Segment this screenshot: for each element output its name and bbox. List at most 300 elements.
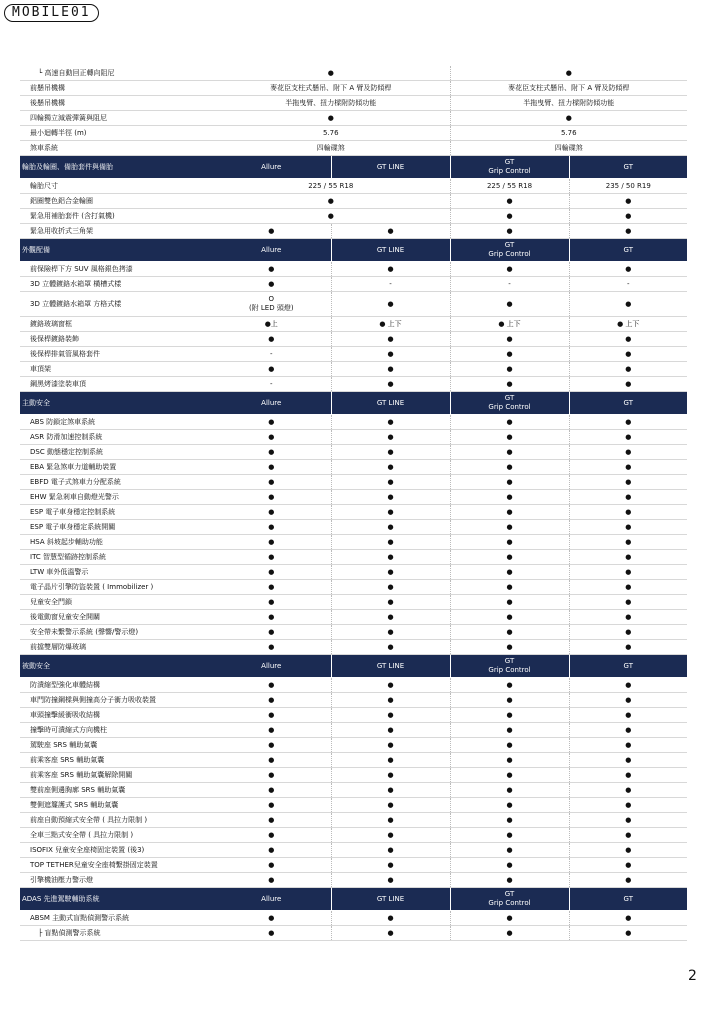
cell: 5.76 xyxy=(212,126,450,141)
cell: ● xyxy=(331,708,450,723)
cell: 半拖曳臂、扭力樑附防傾功能 xyxy=(212,96,450,111)
table-row xyxy=(20,768,687,783)
cell: ● xyxy=(569,768,687,783)
cell: ● xyxy=(569,520,687,535)
cell: ● xyxy=(450,332,569,347)
cell: ● xyxy=(569,595,687,610)
table-row xyxy=(20,911,687,926)
cell: ● xyxy=(569,753,687,768)
cell: ● 上下 xyxy=(569,317,687,332)
row-label: 前座自動預縮式安全帶 ( 具拉力限制 ) xyxy=(20,813,212,828)
cell: ● xyxy=(569,550,687,565)
cell: ● xyxy=(212,362,331,377)
cell: ● xyxy=(450,798,569,813)
table-row xyxy=(20,111,687,126)
cell: ● xyxy=(212,783,331,798)
row-label: 前懸吊機構 xyxy=(20,81,212,96)
cell: ● xyxy=(450,738,569,753)
table-row xyxy=(20,565,687,580)
cell: ● xyxy=(331,828,450,843)
cell: ● xyxy=(450,292,569,317)
cell: ● xyxy=(569,362,687,377)
row-label: 緊急用補胎套件 (含打氣機) xyxy=(20,209,212,224)
section-header-adas xyxy=(20,888,687,911)
col-header-line2: Grip Control xyxy=(488,250,531,258)
row-label: 3D 立體鍍鉻水箱罩 橫槽式樣 xyxy=(20,277,212,292)
cell: ● xyxy=(212,460,331,475)
col-header-line2: Grip Control xyxy=(488,403,531,411)
row-label: 雙側遮簾護式 SRS 輔助氣囊 xyxy=(20,798,212,813)
cell: 麥花臣支柱式懸吊、附下 A 臂及防傾桿 xyxy=(450,81,687,96)
cell: ● xyxy=(331,595,450,610)
row-label: EHW 緊急剎車自動燈光警示 xyxy=(20,490,212,505)
col-header-gt-grip-control xyxy=(450,655,569,678)
row-label: 雙前座側邊胸廓 SRS 輔助氣囊 xyxy=(20,783,212,798)
cell: ● xyxy=(212,858,331,873)
cell: ● xyxy=(569,610,687,625)
cell: ● xyxy=(450,873,569,888)
cell: 四輪碟煞 xyxy=(450,141,687,156)
cell: ● xyxy=(450,708,569,723)
row-label: 安全帶未繫警示系統 (聲響/警示燈) xyxy=(20,625,212,640)
cell: ● xyxy=(212,813,331,828)
cell: ● xyxy=(569,798,687,813)
col-header-allure: Allure xyxy=(212,392,331,415)
col-header-allure: Allure xyxy=(212,239,331,262)
cell: ● xyxy=(569,723,687,738)
cell: ● xyxy=(569,640,687,655)
cell: ● xyxy=(450,843,569,858)
cell: ● xyxy=(450,723,569,738)
row-label: ├ 盲點偵測警示系統 xyxy=(20,926,212,941)
cell: ● xyxy=(212,678,331,693)
row-label: 前乘客座 SRS 輔助氣囊解除開關 xyxy=(20,768,212,783)
cell: ● xyxy=(212,873,331,888)
cell: ● xyxy=(212,332,331,347)
col-header-gt-grip-control xyxy=(450,888,569,911)
cell: ● xyxy=(450,625,569,640)
row-label: 煞車系統 xyxy=(20,141,212,156)
cell: ● xyxy=(331,362,450,377)
row-label: 鋁圈雙色鋁合金輪圈 xyxy=(20,194,212,209)
row-label: EBA 緊急煞車力道輔助裝置 xyxy=(20,460,212,475)
table-row xyxy=(20,520,687,535)
cell: ● xyxy=(331,430,450,445)
spec-table xyxy=(20,66,687,941)
cell: ● xyxy=(212,490,331,505)
cell: ● xyxy=(331,798,450,813)
cell: ● xyxy=(331,873,450,888)
cell: ● xyxy=(569,828,687,843)
col-header-gt-grip-control xyxy=(450,239,569,262)
col-header-gt-grip-control xyxy=(450,392,569,415)
cell: ● xyxy=(212,194,450,209)
table-row xyxy=(20,362,687,377)
cell: ● xyxy=(569,224,687,239)
cell: ● xyxy=(331,490,450,505)
row-label: ESP 電子車身穩定控制系統 xyxy=(20,505,212,520)
col-header-allure: Allure xyxy=(212,655,331,678)
table-row xyxy=(20,505,687,520)
cell: ● xyxy=(569,209,687,224)
cell: ● xyxy=(212,768,331,783)
table-row xyxy=(20,415,687,430)
spec-table-body xyxy=(20,66,687,941)
table-row xyxy=(20,625,687,640)
cell: ● xyxy=(212,262,331,277)
row-label: 電子晶片引擎防盜裝置 ( Immobilizer ) xyxy=(20,580,212,595)
cell: ● xyxy=(569,565,687,580)
table-row xyxy=(20,843,687,858)
cell: ● xyxy=(450,224,569,239)
cell: 5.76 xyxy=(450,126,687,141)
table-row xyxy=(20,640,687,655)
cell: ● xyxy=(331,693,450,708)
row-label: 車頭撞擊緩衝吸收結構 xyxy=(20,708,212,723)
cell: ● xyxy=(569,535,687,550)
cell: ● xyxy=(212,415,331,430)
row-label: ABS 防鎖定煞車系統 xyxy=(20,415,212,430)
table-row xyxy=(20,224,687,239)
table-row xyxy=(20,535,687,550)
cell: ● xyxy=(450,580,569,595)
cell: ● xyxy=(450,505,569,520)
cell: ● xyxy=(212,520,331,535)
col-header-line1: GT xyxy=(504,241,515,249)
cell: ● xyxy=(331,332,450,347)
cell: ● xyxy=(331,723,450,738)
row-label: 後懸吊機構 xyxy=(20,96,212,111)
cell: ● xyxy=(450,445,569,460)
col-header-gt: GT xyxy=(569,888,687,911)
cell: ● xyxy=(450,475,569,490)
cell: ● xyxy=(212,209,450,224)
cell: ● xyxy=(569,911,687,926)
cell: ● xyxy=(450,377,569,392)
row-label: 後保桿排氣管風格套件 xyxy=(20,347,212,362)
cell: ● xyxy=(569,783,687,798)
cell: ● xyxy=(450,490,569,505)
row-label: 防潰縮型強化車體結構 xyxy=(20,678,212,693)
col-header-line1: GT xyxy=(504,158,515,166)
table-row xyxy=(20,708,687,723)
cell: ● xyxy=(212,111,450,126)
row-label: TOP TETHER兒童安全座椅繫掛固定裝置 xyxy=(20,858,212,873)
row-label: ITC 智慧型循跡控制系統 xyxy=(20,550,212,565)
table-row xyxy=(20,753,687,768)
cell: ● xyxy=(331,926,450,941)
table-row xyxy=(20,347,687,362)
table-row xyxy=(20,693,687,708)
cell: ● xyxy=(450,535,569,550)
cell: ● xyxy=(450,813,569,828)
cell: ● xyxy=(331,625,450,640)
row-label: HSA 斜坡起步輔助功能 xyxy=(20,535,212,550)
row-label: 撞擊時可潰縮式方向機柱 xyxy=(20,723,212,738)
cell: ● xyxy=(331,640,450,655)
cell: - xyxy=(450,277,569,292)
cell: ● xyxy=(331,347,450,362)
cell: 麥花臣支柱式懸吊、附下 A 臂及防傾桿 xyxy=(212,81,450,96)
col-header-line2: Grip Control xyxy=(488,167,531,175)
cell: ● xyxy=(569,843,687,858)
cell: ● xyxy=(212,277,331,292)
cell: ● xyxy=(331,445,450,460)
table-row xyxy=(20,317,687,332)
table-row xyxy=(20,610,687,625)
cell: ● xyxy=(212,565,331,580)
cell: ● xyxy=(450,693,569,708)
section-title: 外觀配備 xyxy=(20,239,212,262)
cell: ● xyxy=(569,332,687,347)
cell: ● xyxy=(331,550,450,565)
cell: ● xyxy=(450,595,569,610)
row-label: 車門防撞鋼樑與側撞高分子衝力吸收裝置 xyxy=(20,693,212,708)
cell: ● xyxy=(569,580,687,595)
table-row xyxy=(20,550,687,565)
cell-line1: O xyxy=(268,295,274,303)
cell: ●上 xyxy=(212,317,331,332)
cell: ● xyxy=(569,445,687,460)
row-label: 前保險桿下方 SUV 風格銀色拷漆 xyxy=(20,262,212,277)
row-label: 鋼黑烤漆塗裝車頂 xyxy=(20,377,212,392)
cell: ● xyxy=(450,460,569,475)
logo-text: MOBILE01 xyxy=(4,4,99,22)
cell: ● xyxy=(450,783,569,798)
cell: ● xyxy=(450,768,569,783)
cell: ● xyxy=(212,625,331,640)
row-label: 鍍鉻玻璃窗框 xyxy=(20,317,212,332)
row-label: 緊急用收折式三角架 xyxy=(20,224,212,239)
section-title: 主動安全 xyxy=(20,392,212,415)
cell: 225 / 55 R18 xyxy=(450,179,569,194)
cell: ● xyxy=(212,66,450,81)
table-row xyxy=(20,813,687,828)
cell: ● xyxy=(212,224,331,239)
cell: ● xyxy=(212,693,331,708)
row-label: 駕駛座 SRS 輔助氣囊 xyxy=(20,738,212,753)
cell-line2: (附 LED 頭燈) xyxy=(248,304,294,312)
cell: - xyxy=(212,377,331,392)
table-row xyxy=(20,377,687,392)
cell: ● xyxy=(331,460,450,475)
cell: ● xyxy=(331,475,450,490)
table-row xyxy=(20,277,687,292)
row-label: 後電動窗兒童安全開關 xyxy=(20,610,212,625)
cell: ● xyxy=(569,625,687,640)
row-label: 輪胎尺寸 xyxy=(20,179,212,194)
cell: ● xyxy=(450,520,569,535)
row-label: EBFD 電子式煞車力分配系統 xyxy=(20,475,212,490)
row-label: DSC 動態穩定控制系統 xyxy=(20,445,212,460)
cell: ● xyxy=(212,505,331,520)
col-header-line1: GT xyxy=(504,890,515,898)
col-header-line2: Grip Control xyxy=(488,666,531,674)
cell: ● xyxy=(450,362,569,377)
cell: - xyxy=(569,277,687,292)
col-header-allure: Allure xyxy=(212,156,331,179)
cell: ● xyxy=(450,911,569,926)
row-label: 後保桿鍍鉻裝飾 xyxy=(20,332,212,347)
cell: ● xyxy=(212,723,331,738)
cell: ● xyxy=(331,753,450,768)
table-row xyxy=(20,798,687,813)
cell: ● xyxy=(212,828,331,843)
cell: ● xyxy=(450,347,569,362)
table-row xyxy=(20,580,687,595)
row-label: ASR 防滑加速控制系統 xyxy=(20,430,212,445)
table-row xyxy=(20,738,687,753)
cell: ● xyxy=(331,768,450,783)
cell: ● xyxy=(450,610,569,625)
cell: ● xyxy=(450,640,569,655)
table-row xyxy=(20,81,687,96)
table-row xyxy=(20,96,687,111)
section-header-active-safety xyxy=(20,392,687,415)
cell: ● xyxy=(212,911,331,926)
col-header-gt-line: GT LINE xyxy=(331,156,450,179)
cell: ● xyxy=(331,610,450,625)
table-row xyxy=(20,126,687,141)
row-label: 前擋雙層防爆玻璃 xyxy=(20,640,212,655)
cell: ● xyxy=(450,858,569,873)
cell: ● xyxy=(450,194,569,209)
col-header-gt: GT xyxy=(569,239,687,262)
cell: ● xyxy=(569,708,687,723)
cell: ● xyxy=(569,738,687,753)
cell: ● xyxy=(569,505,687,520)
row-label: ESP 電子車身穩定系統開關 xyxy=(20,520,212,535)
cell: ● xyxy=(331,738,450,753)
row-label: └ 高速自動回正轉向阻尼 xyxy=(20,66,212,81)
row-label: ISOFIX 兒童安全座椅固定裝置 (後3) xyxy=(20,843,212,858)
cell: ● xyxy=(331,580,450,595)
cell: ● xyxy=(331,262,450,277)
table-row xyxy=(20,66,687,81)
cell: ● xyxy=(569,262,687,277)
cell: ● xyxy=(331,783,450,798)
cell: ● xyxy=(450,415,569,430)
section-header-exterior xyxy=(20,239,687,262)
table-row xyxy=(20,141,687,156)
table-row xyxy=(20,926,687,941)
cell: ● xyxy=(331,292,450,317)
cell: ● xyxy=(569,460,687,475)
cell: ● xyxy=(450,828,569,843)
cell: ● 上下 xyxy=(331,317,450,332)
section-title: 被動安全 xyxy=(20,655,212,678)
cell: ● xyxy=(450,550,569,565)
col-header-gt: GT xyxy=(569,156,687,179)
cell: ● xyxy=(331,678,450,693)
cell: - xyxy=(331,277,450,292)
row-label: 全車三點式安全帶 ( 具拉力限制 ) xyxy=(20,828,212,843)
col-header-gt-line: GT LINE xyxy=(331,655,450,678)
row-label: LTW 車外低溫警示 xyxy=(20,565,212,580)
col-header-gt-line: GT LINE xyxy=(331,888,450,911)
cell: ● xyxy=(569,194,687,209)
cell: ● xyxy=(569,415,687,430)
cell: ● xyxy=(331,505,450,520)
col-header-line1: GT xyxy=(504,657,515,665)
row-label: 車頂架 xyxy=(20,362,212,377)
cell: ● xyxy=(212,708,331,723)
cell: ● xyxy=(212,753,331,768)
table-row xyxy=(20,475,687,490)
col-header-gt-grip-control xyxy=(450,156,569,179)
table-row xyxy=(20,209,687,224)
cell: ● xyxy=(212,445,331,460)
table-row xyxy=(20,678,687,693)
cell: ● xyxy=(331,415,450,430)
cell: ● xyxy=(569,873,687,888)
cell: ● xyxy=(569,813,687,828)
cell: ● xyxy=(331,843,450,858)
table-row xyxy=(20,194,687,209)
row-label: 3D 立體鍍鉻水箱罩 方格式樣 xyxy=(20,292,212,317)
cell: ● xyxy=(212,430,331,445)
cell: ● xyxy=(569,490,687,505)
row-label: 兒童安全門鎖 xyxy=(20,595,212,610)
cell: ● xyxy=(212,580,331,595)
cell: ● xyxy=(450,262,569,277)
row-label: 前乘客座 SRS 輔助氣囊 xyxy=(20,753,212,768)
table-row xyxy=(20,292,687,317)
cell: ● xyxy=(212,475,331,490)
row-label: 四輪獨立減震彈簧與阻尼 xyxy=(20,111,212,126)
section-header-passive-safety xyxy=(20,655,687,678)
cell: ● xyxy=(450,430,569,445)
cell: ● xyxy=(331,565,450,580)
col-header-line2: Grip Control xyxy=(488,899,531,907)
cell: 225 / 55 R18 xyxy=(212,179,450,194)
col-header-allure: Allure xyxy=(212,888,331,911)
table-row xyxy=(20,332,687,347)
table-row xyxy=(20,490,687,505)
cell: ● xyxy=(569,347,687,362)
col-header-gt-line: GT LINE xyxy=(331,239,450,262)
cell: ● xyxy=(212,550,331,565)
section-title: ADAS 先進駕駛輔助系統 xyxy=(20,888,212,911)
table-row xyxy=(20,430,687,445)
cell: ● xyxy=(212,843,331,858)
cell: ● xyxy=(212,640,331,655)
cell: ● xyxy=(569,858,687,873)
table-row xyxy=(20,873,687,888)
section-title: 輪胎及輪圈、備胎套件與備胎 xyxy=(20,156,212,179)
cell: ● xyxy=(212,738,331,753)
table-row xyxy=(20,445,687,460)
col-header-gt-line: GT LINE xyxy=(331,392,450,415)
cell: ● xyxy=(450,753,569,768)
cell: - xyxy=(212,347,331,362)
cell: ● xyxy=(331,813,450,828)
cell: ● xyxy=(212,535,331,550)
row-label: ABSM 主動式盲點偵測警示系統 xyxy=(20,911,212,926)
cell: ● xyxy=(450,66,687,81)
table-row xyxy=(20,179,687,194)
cell: ● xyxy=(331,535,450,550)
cell: ● xyxy=(212,595,331,610)
cell: ● xyxy=(450,111,687,126)
cell: ● xyxy=(331,858,450,873)
row-label: 最小迴轉半徑 (m) xyxy=(20,126,212,141)
section-header-wheels xyxy=(20,156,687,179)
cell: ● xyxy=(331,911,450,926)
cell xyxy=(212,292,331,317)
cell: ● xyxy=(569,292,687,317)
col-header-gt: GT xyxy=(569,392,687,415)
